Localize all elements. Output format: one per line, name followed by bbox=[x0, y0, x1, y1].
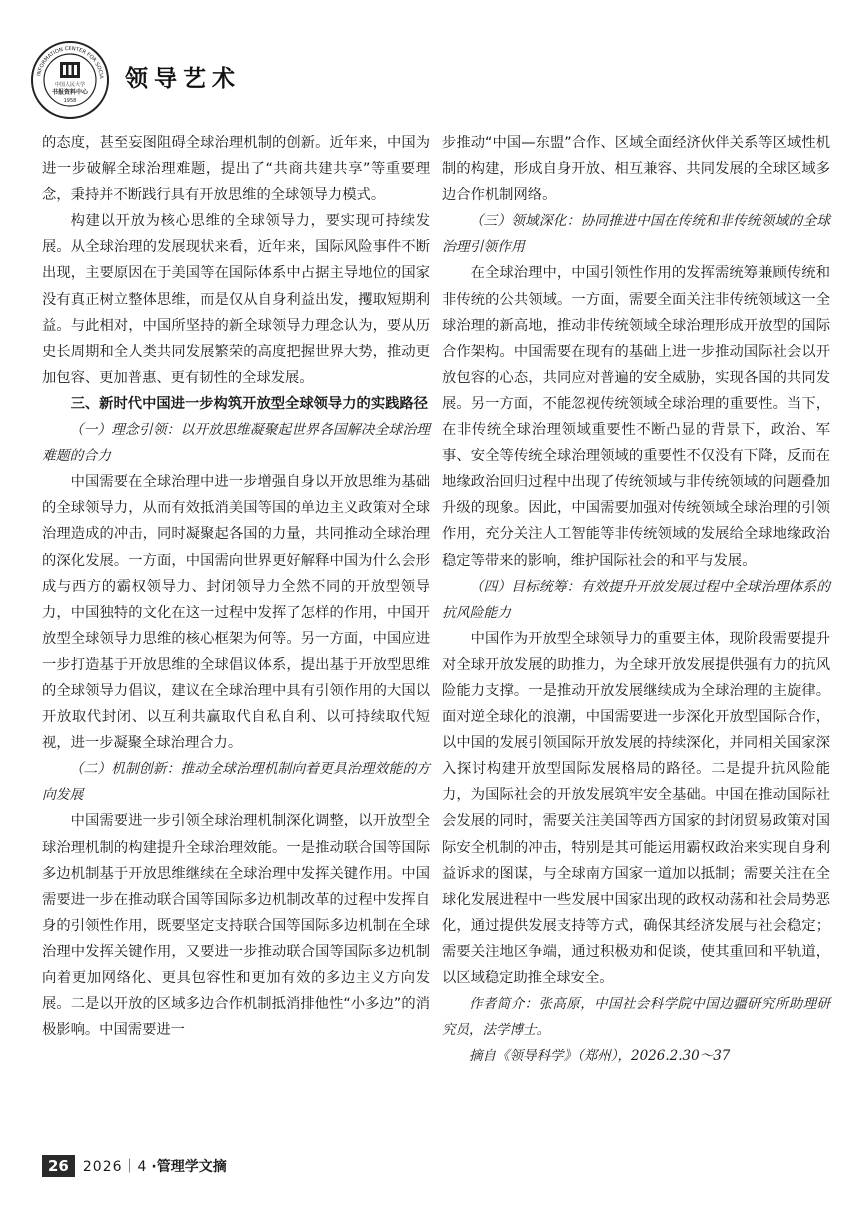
section-title: 领导艺术 bbox=[125, 65, 241, 92]
subsection-heading: （二）机制创新：推动全球治理机制向着更具治理效能的方向发展 bbox=[42, 761, 430, 804]
continued-paragraph: 步推动“中国—东盟”合作、区域全面经济伙伴关系等区域性机制的构建，形成自身开放、相互兼容、共同发展的全球区域多边合作机制网络。 bbox=[442, 135, 830, 204]
svg-text:中国人民大学: 中国人民大学 bbox=[54, 82, 86, 88]
body-paragraph: 在全球治理中，中国引领性作用的发挥需统筹兼顾传统和非传统的公共领域。一方面，需要全面关注非传统领域这一全球治理的新高地，推动非传统领域全球治理形成开放型的国际合作架构。中国需要在现有的基础上进一步推动国际社会以开放包容的心态，共同应对普遍的安全威胁，实现各国的共同发展。另一方面，不能忽视传统领域全球治理的重要性。当下，在非传统全球治理领域重要性不断凸显的背景下，政治、军事、安全等传统全球治理领域的重要性不仅没有下降，反而在地缘政治回归过程中出现了传统领域与非传统领域的问题叠加升级的现象。因此，中国需要加强对传统领域全球治理的引领作用，充分关注人工智能等非传统领域的发展给全球地缘政治稳定等带来的影响，维护国际社会的和平与发展。 bbox=[442, 265, 830, 569]
body-paragraph: 中国需要进一步引领全球治理机制深化调整，以开放型全球治理机制的构建提升全球治理效能。一是推动联合国等国际多边机制基于开放思维继续在全球治理中发挥关键作用。中国需要进一步在推动联合国等国际多边机制改革的过程中发挥自身的引领性作用，既要坚定支持联合国等国际多边机制在全球治理中发挥关键作用，又要进一步推动联合国等国际多边机制向着更加网络化、更具包容性和更加有效的多边主义方向发展。二是以开放的区域多边合作机制抵消排他性“小多边”的消极影响。中国需要进一 bbox=[42, 813, 430, 1039]
publisher-seal-logo bbox=[30, 40, 110, 120]
left-column bbox=[42, 130, 430, 1043]
subsection-heading: （三）领域深化：协同推进中国在传统和非传统领域的全球治理引领作用 bbox=[442, 213, 830, 256]
body-paragraph: 构建以开放为核心思维的全球领导力，要实现可持续发展。从全球治理的发展现状来看，近年来，国际风险事件不断出现，主要原因在于美国等在国际体系中占据主导地位的国家没有真正树立整体思维，而是仅从自身利益出发，攫取短期利益。与此相对，中国所坚持的新全球领导力理念认为，要从历史长周期和全人类共同发展繁荣的高度把握世界大势，推动更加包容、更加普惠、更有韧性的全球发展。 bbox=[42, 213, 430, 386]
body-paragraph: 中国需要在全球治理中进一步增强自身以开放思维为基础的全球领导力，从而有效抵消美国等国的单边主义政策对全球治理造成的冲击，同时凝聚起各国的力量，共同推动全球治理的深化发展。一方面，中国需向世界更好解释中国为什么会形成与西方的霸权领导力、封闭领导力全然不同的开放型领导力，中国独特的文化在这一过程中发挥了怎样的作用，中国开放型全球领导力思维的核心框架为何等。另一方面，中国应进一步打造基于开放思维的全球倡议体系，提出基于开放型思维的全球领导力倡议，建议在全球治理中具有引领作用的大国以开放取代封闭、以互利共赢取代自私自利、以可持续取代短视，进一步凝聚全球治理合力。 bbox=[42, 474, 430, 752]
source-citation: 摘自《领导科学》（郑州），2026.2.30～37 bbox=[469, 1048, 731, 1065]
body-paragraph: 中国作为开放型全球领导力的重要主体，现阶段需要提升对全球开放发展的助推力，为全球开放发展提供强有力的抗风险能力支撑。一是推动开放发展继续成为全球治理的主旋律。面对逆全球化的浪潮，中国需要进一步深化开放型国际合作，以中国的发展引领国际开放发展的持续深化，并同相关国家深入探讨构建开放型国际发展格局的路径。二是提升抗风险能力，为国际社会的开放发展筑牢安全基础。中国在推动国际社会发展的同时，需要关注美国等西方国家的封闭贸易政策对国际安全机制的冲击，特别是其可能运用霸权政治来实现自身利益诉求的图谋，与全球南方国家一道加以抵制；需要关注在全球化发展进程中一些发展中国家出现的政权动荡和社会局势恶化，通过提供发展支持等方式，确保其经济发展与社会稳定；需要关注地区争端，通过积极劝和促谈，使其重回和平轨道，以区域稳定助推全球安全。 bbox=[442, 630, 830, 986]
page-footer bbox=[42, 1155, 227, 1177]
issue-label: 2026｜4 bbox=[82, 1159, 148, 1175]
svg-text:书报资料中心: 书报资料中心 bbox=[51, 89, 89, 96]
continued-paragraph: 的态度，甚至妄图阻碍全球治理机制的创新。近年来，中国为进一步破解全球治理难题，提出了“共商共建共享”等重要理念，秉持并不断践行具有开放思维的全球领导力模式。 bbox=[42, 135, 430, 204]
subsection-heading: （一）理念引领：以开放思维凝聚起世界各国解决全球治理难题的合力 bbox=[42, 422, 430, 465]
svg-text:1958: 1958 bbox=[63, 98, 77, 104]
right-column bbox=[442, 130, 830, 1069]
page-header bbox=[30, 40, 330, 120]
section-heading: 三、新时代中国进一步构筑开放型全球领导力的实践路径 bbox=[70, 395, 429, 412]
author-bio: 作者简介：张高原，中国社会科学院中国边疆研究所助理研究员，法学博士。 bbox=[442, 996, 830, 1039]
svg-text:INFORMATION CENTER FOR SOCIAL: INFORMATION CENTER FOR SOCIA bbox=[36, 45, 105, 79]
journal-name: ·管理学文摘 bbox=[151, 1159, 227, 1175]
page-number: 26 bbox=[42, 1155, 75, 1177]
subsection-heading: （四）目标统筹：有效提升开放发展过程中全球治理体系的抗风险能力 bbox=[442, 578, 830, 621]
